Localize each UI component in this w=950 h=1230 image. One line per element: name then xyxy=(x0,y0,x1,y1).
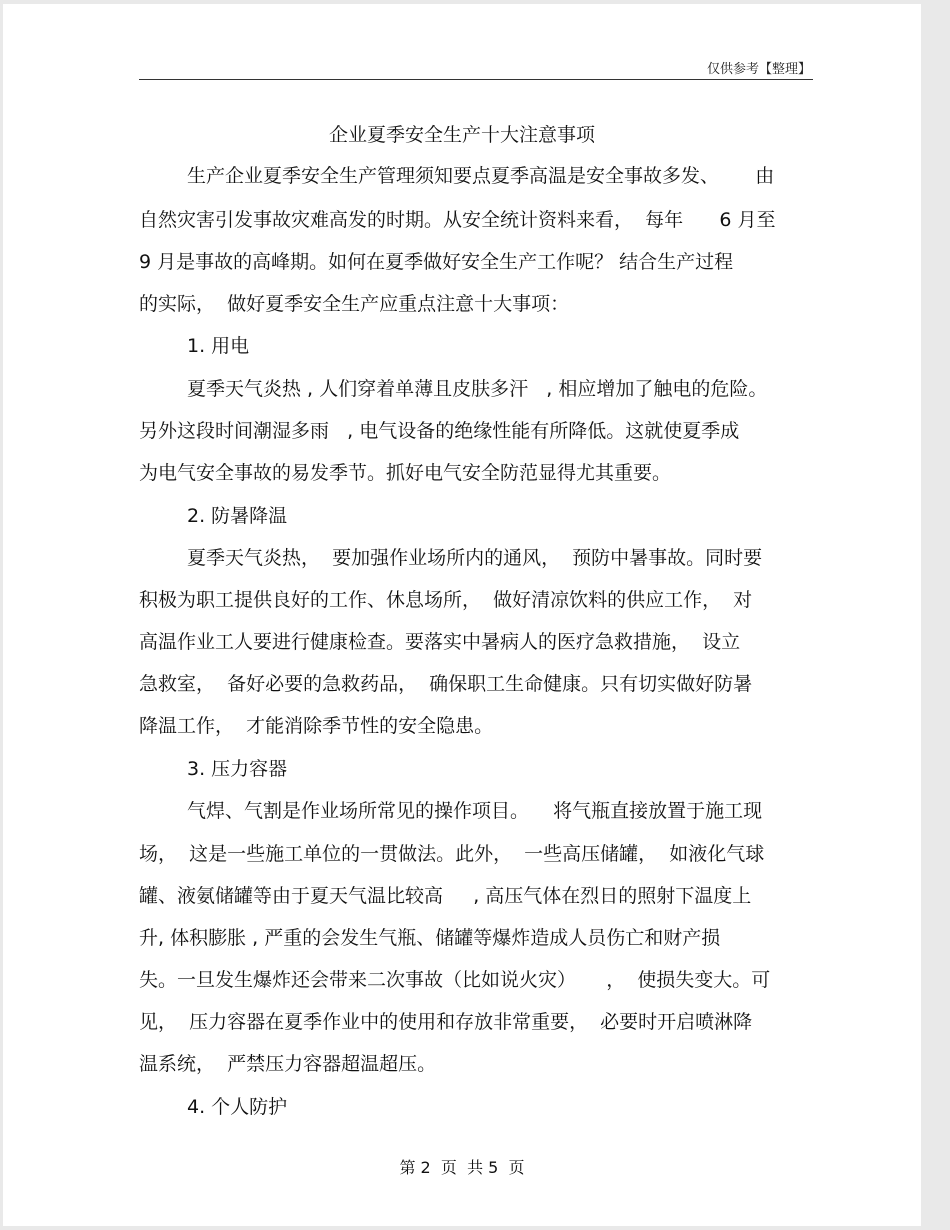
header-rule xyxy=(139,79,813,80)
section-heading: 4. 个人防护 xyxy=(187,1096,288,1118)
body-line: 罐、液氨储罐等由于夏天气温比较高 , 高压气体在烈日的照射下温度上 xyxy=(139,885,752,907)
header-note: 仅供参考【整理】 xyxy=(706,62,811,77)
section-heading: 2. 防暑降温 xyxy=(187,505,288,527)
section-heading: 1. 用电 xyxy=(187,335,250,357)
body-line: 气焊、气割是作业场所常见的操作项目。 将气瓶直接放置于施工现 xyxy=(187,800,763,822)
body-line: 另外这段时间潮湿多雨 , 电气设备的绝缘性能有所降低。这就使夏季成 xyxy=(139,420,740,442)
body-line: 生产企业夏季安全生产管理须知要点夏季高温是安全事故多发、 由 xyxy=(187,165,775,187)
body-line: 急救室， 备好必要的急救药品， 确保职工生命健康。只有切实做好防暑 xyxy=(139,673,753,695)
body-line: 9 月是事故的高峰期。如何在夏季做好安全生产工作呢？ 结合生产过程 xyxy=(139,251,734,273)
section-heading: 3. 压力容器 xyxy=(187,758,288,780)
body-line: 场， 这是一些施工单位的一贯做法。此外， 一些高压储罐， 如液化气球 xyxy=(139,843,765,865)
body-line: 失。一旦发生爆炸还会带来二次事故（比如说火灾） ， 使损失变大。可 xyxy=(139,969,771,991)
body-line: 的实际， 做好夏季安全生产应重点注意十大事项： xyxy=(139,293,570,315)
body-line: 积极为职工提供良好的工作、休息场所， 做好清凉饮料的供应工作， 对 xyxy=(139,589,753,611)
body-line: 自然灾害引发事故灾难高发的时期。从安全统计资料来看， 每年 6 月至 xyxy=(139,209,776,231)
document-page xyxy=(3,4,921,1226)
body-line: 高温作业工人要进行健康检查。要落实中暑病人的医疗急救措施， 设立 xyxy=(139,631,741,653)
body-line: 夏季天气炎热， 要加强作业场所内的通风， 预防中暑事故。同时要 xyxy=(187,547,763,569)
body-line: 见， 压力容器在夏季作业中的使用和存放非常重要， 必要时开启喷淋降 xyxy=(139,1011,753,1033)
body-line: 为电气安全事故的易发季节。抓好电气安全防范显得尤其重要。 xyxy=(139,462,672,484)
body-line: 夏季天气炎热 , 人们穿着单薄且皮肤多汗 , 相应增加了触电的危险。 xyxy=(187,378,768,400)
body-line: 温系统， 严禁压力容器超温超压。 xyxy=(139,1053,437,1075)
body-line: 降温工作， 才能消除季节性的安全隐患。 xyxy=(139,715,494,737)
document-title: 企业夏季安全生产十大注意事项 xyxy=(328,124,595,146)
page-number: 第 2 页 共 5 页 xyxy=(399,1158,525,1177)
body-line: 升, 体积膨胀 , 严重的会发生气瓶、储罐等爆炸造成人员伤亡和财产损 xyxy=(139,927,721,949)
